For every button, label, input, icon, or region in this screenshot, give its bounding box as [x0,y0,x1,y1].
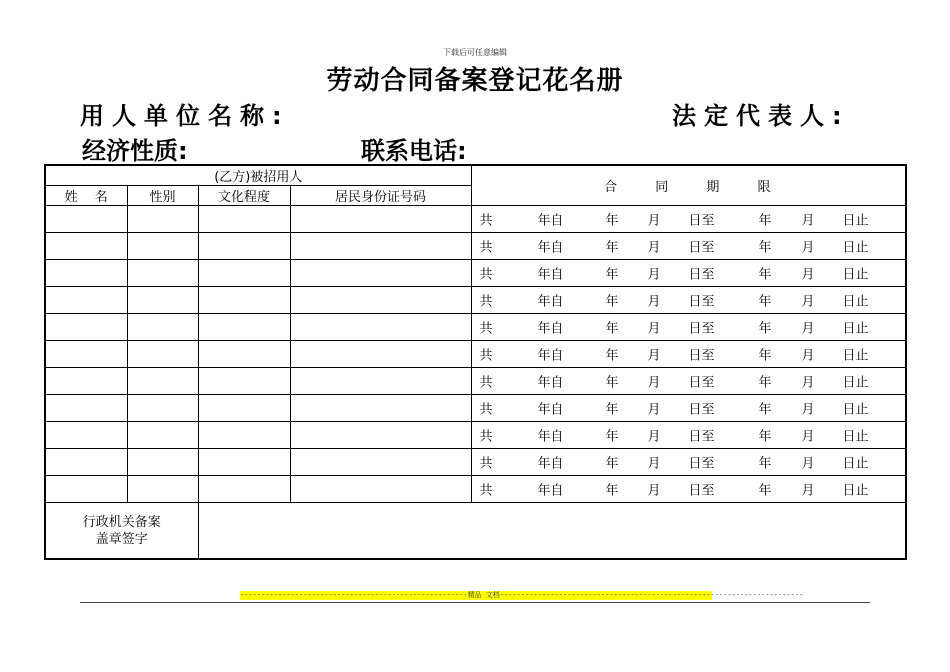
employee-education-cell[interactable] [198,422,290,449]
contract-term-header [471,165,906,206]
term-token: 日止 [842,348,869,364]
employee-sex-cell[interactable] [127,395,198,422]
employee-id-cell[interactable] [290,287,471,314]
employee-sex-cell[interactable] [127,341,198,368]
term-token: 共 [479,402,493,418]
employee-name-cell[interactable] [45,287,127,314]
agency-signature-area[interactable] [198,503,906,560]
term-header-char: 合 [604,180,620,195]
term-token: 日止 [842,483,869,499]
term-token: 月 [801,294,815,310]
term-token: 日止 [842,294,869,310]
term-token: 日至 [688,402,715,418]
term-token: 日至 [688,294,715,310]
term-token: 月 [647,429,661,445]
employee-sex-cell[interactable] [127,368,198,395]
term-token: 年 [605,213,619,229]
table-row [45,260,906,287]
term-token: 日至 [688,348,715,364]
employee-sex-cell[interactable] [127,314,198,341]
table-row [45,233,906,260]
term-token: 月 [801,348,815,364]
term-token: 年 [605,321,619,337]
contract-term-cell[interactable] [471,395,906,422]
employee-education-cell[interactable] [198,476,290,503]
term-token: 月 [801,375,815,391]
term-token: 日止 [842,402,869,418]
term-token: 日至 [688,240,715,256]
term-token: 月 [801,429,815,445]
employee-name-cell[interactable] [45,341,127,368]
top-note: 下载后可任意编辑 [443,48,507,57]
employee-id-cell[interactable] [290,233,471,260]
term-token: 年 [605,267,619,283]
term-token: 年自 [537,321,564,337]
employee-name-cell[interactable] [45,395,127,422]
employee-education-cell[interactable] [198,233,290,260]
employee-education-cell[interactable] [198,260,290,287]
term-token: 年自 [537,456,564,472]
term-token: 年 [605,429,619,445]
term-token: 日至 [688,267,715,283]
term-token: 年 [758,348,772,364]
term-token: 年自 [537,240,564,256]
term-token: 月 [647,321,661,337]
term-token: 月 [647,348,661,364]
term-token: 年 [758,294,772,310]
term-token: 年 [605,348,619,364]
term-token: 日止 [842,375,869,391]
term-token: 年自 [537,267,564,283]
employee-education-cell[interactable] [198,341,290,368]
employee-name-cell[interactable] [45,368,127,395]
term-token: 月 [647,213,661,229]
employee-id-cell[interactable] [290,422,471,449]
term-header-char: 限 [757,180,773,195]
footer-rule [80,602,870,603]
term-header-char: 期 [706,180,722,195]
term-token: 年自 [537,402,564,418]
page-title: 劳动合同备案登记花名册 [326,66,624,96]
term-token: 年自 [537,429,564,445]
column-header-sex: 性别 [127,186,198,206]
term-token: 年自 [537,294,564,310]
agency-label-line: 行政机关备案 [82,514,161,530]
term-token: 年自 [537,213,564,229]
term-token: 月 [801,402,815,418]
employee-name-cell[interactable] [45,422,127,449]
employee-id-cell[interactable] [290,449,471,476]
term-token: 日止 [842,429,869,445]
employee-education-cell[interactable] [198,395,290,422]
term-token: 月 [801,456,815,472]
term-token: 日止 [842,240,869,256]
term-token: 月 [647,240,661,256]
employee-sex-cell[interactable] [127,233,198,260]
term-token: 月 [647,456,661,472]
employee-id-cell[interactable] [290,260,471,287]
term-token: 月 [801,483,815,499]
term-token: 年 [758,267,772,283]
table-row [45,422,906,449]
term-token: 日至 [688,321,715,337]
employee-name-cell[interactable] [45,233,127,260]
employee-id-cell[interactable] [290,341,471,368]
economic-nature-label: 经济性质: [82,137,188,165]
contract-term-cell[interactable] [471,476,906,503]
term-token: 月 [647,294,661,310]
employee-name-cell[interactable] [45,206,127,233]
term-token: 月 [801,267,815,283]
employee-id-cell[interactable] [290,368,471,395]
term-token: 共 [479,294,493,310]
employee-sex-cell[interactable] [127,422,198,449]
term-token: 共 [479,375,493,391]
table-row [45,476,906,503]
term-token: 日至 [688,429,715,445]
contract-term-cell[interactable] [471,260,906,287]
footer-band: ------------------------------------------------------精品 文档------------------------------------------------------------------------ [240,591,804,599]
term-token: 年 [605,375,619,391]
employee-name-cell[interactable] [45,476,127,503]
employee-education-cell[interactable] [198,287,290,314]
term-token: 年自 [537,375,564,391]
term-token: 年 [758,213,772,229]
employee-sex-cell[interactable] [127,287,198,314]
table-row [45,449,906,476]
contract-term-cell[interactable] [471,368,906,395]
term-token: 共 [479,483,493,499]
table-row [45,206,906,233]
column-header-id-number: 居民身份证号码 [290,186,471,206]
term-token: 日至 [688,375,715,391]
employee-education-cell[interactable] [198,206,290,233]
term-token: 共 [479,456,493,472]
contract-term-cell[interactable] [471,206,906,233]
contract-term-cell[interactable] [471,341,906,368]
term-token: 日止 [842,321,869,337]
term-token: 年 [758,321,772,337]
employee-sex-cell[interactable] [127,449,198,476]
term-token: 共 [479,429,493,445]
term-token: 日至 [688,483,715,499]
employee-id-cell[interactable] [290,314,471,341]
term-token: 共 [479,267,493,283]
term-token: 年 [605,456,619,472]
term-token: 月 [647,267,661,283]
agency-filing-label [45,503,198,560]
term-token: 年 [758,240,772,256]
term-token: 共 [479,348,493,364]
table-row [45,314,906,341]
term-token: 年 [758,456,772,472]
agency-row [45,503,906,560]
term-token: 月 [801,240,815,256]
column-header-name: 姓 名 [45,186,127,206]
table-row [45,368,906,395]
employee-name-cell[interactable] [45,449,127,476]
employee-sex-cell[interactable] [127,260,198,287]
term-token: 年自 [537,483,564,499]
term-token: 年自 [537,348,564,364]
agency-label-line: 盖章签字 [95,531,148,547]
contract-term-cell[interactable] [471,287,906,314]
employee-name-cell[interactable] [45,260,127,287]
employer-name-label: 用人单位名称: [80,102,290,130]
term-token: 年 [605,240,619,256]
term-token: 共 [479,240,493,256]
employee-education-cell[interactable] [198,449,290,476]
table-row [45,287,906,314]
term-token: 年 [758,375,772,391]
contract-term-cell[interactable] [471,449,906,476]
employee-group-header: (乙方)被招用人 [45,165,471,186]
employee-education-cell[interactable] [198,314,290,341]
employee-sex-cell[interactable] [127,206,198,233]
term-token: 年 [758,483,772,499]
contract-term-cell[interactable] [471,314,906,341]
term-token: 共 [479,321,493,337]
term-token: 日至 [688,456,715,472]
employee-sex-cell[interactable] [127,476,198,503]
term-token: 月 [801,213,815,229]
term-token: 日止 [842,213,869,229]
term-token: 日止 [842,456,869,472]
contract-term-cell[interactable] [471,233,906,260]
term-token: 共 [479,213,493,229]
term-token: 月 [647,375,661,391]
registration-table [44,164,907,560]
term-token: 年 [758,402,772,418]
employee-id-cell[interactable] [290,395,471,422]
employee-name-cell[interactable] [45,314,127,341]
contact-phone-label: 联系电话: [361,137,467,165]
employee-education-cell[interactable] [198,368,290,395]
column-header-education: 文化程度 [198,186,290,206]
table-row [45,341,906,368]
term-token: 年 [758,429,772,445]
contract-term-cell[interactable] [471,422,906,449]
legal-representative-label: 法定代表人: [672,102,850,130]
term-token: 年 [605,294,619,310]
table-row [45,395,906,422]
term-token: 月 [647,483,661,499]
term-token: 月 [801,321,815,337]
term-token: 日止 [842,267,869,283]
term-header-char: 同 [655,180,671,195]
term-token: 日至 [688,213,715,229]
employee-id-cell[interactable] [290,206,471,233]
term-token: 年 [605,483,619,499]
employee-id-cell[interactable] [290,476,471,503]
term-token: 年 [605,402,619,418]
term-token: 月 [647,402,661,418]
